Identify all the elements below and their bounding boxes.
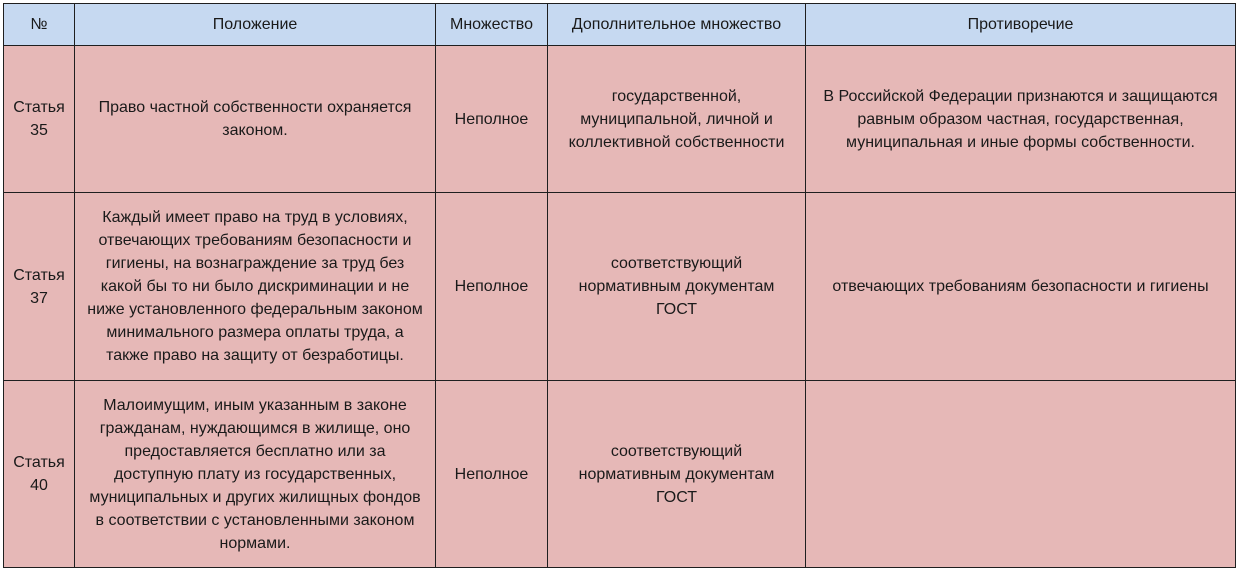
header-provision: Положение: [75, 4, 436, 46]
header-contradiction: Противоречие: [806, 4, 1236, 46]
contradiction-cell: В Российской Федерации признаются и защищаются равным образом частная, государственная, муниципальная и иные формы собственности.: [806, 46, 1236, 193]
header-additional-set: Дополнительное множество: [548, 4, 806, 46]
header-number: №: [4, 4, 75, 46]
article-number: Статья 35: [4, 46, 75, 193]
set-cell: Неполное: [436, 381, 548, 568]
set-cell: Неполное: [436, 193, 548, 381]
additional-set-cell: соответствующий нормативным документам ГОСТ: [548, 193, 806, 381]
article-number: Статья 40: [4, 381, 75, 568]
contradiction-cell: отвечающих требованиям безопасности и гигиены: [806, 193, 1236, 381]
set-cell: Неполное: [436, 46, 548, 193]
table-row: [4, 381, 1236, 568]
additional-set-cell: государственной, муниципальной, личной и коллективной собственности: [548, 46, 806, 193]
provision-cell: Право частной собственности охраняется законом.: [75, 46, 436, 193]
table-row: [4, 46, 1236, 193]
provision-cell: Каждый имеет право на труд в условиях, отвечающих требованиям безопасности и гигиены, на вознаграждение за труд без какой бы то ни было дискриминации и не ниже установленного федеральным законом минимального размера оплаты труда, а также право на защиту от безработицы.: [75, 193, 436, 381]
additional-set-cell: соответствующий нормативным документам ГОСТ: [548, 381, 806, 568]
table-row: [4, 193, 1236, 381]
header-row: [4, 4, 1236, 46]
contradiction-cell: [806, 381, 1236, 568]
header-set: Множество: [436, 4, 548, 46]
provision-cell: Малоимущим, иным указанным в законе гражданам, нуждающимся в жилище, оно предоставляется бесплатно или за доступную плату из государственных, муниципальных и других жилищных фондов в соответствии с установленными законом нормами.: [75, 381, 436, 568]
constitution-analysis-table: [3, 3, 1236, 568]
article-number: Статья 37: [4, 193, 75, 381]
